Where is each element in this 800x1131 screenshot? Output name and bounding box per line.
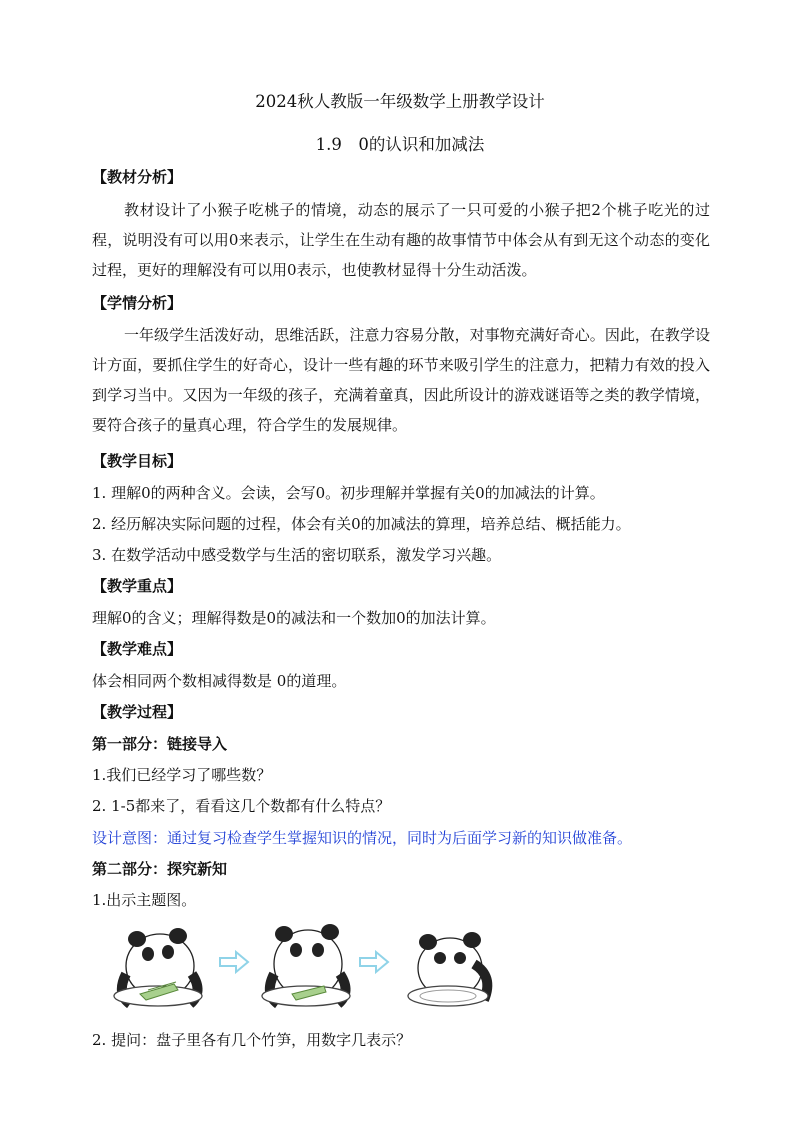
panda-with-one-bamboo-icon [262, 924, 350, 1006]
part-2-item-1: 1.出示主题图。 [92, 891, 197, 909]
key-points-text: 理解0的含义；理解得数是0的减法和一个数加0的加法计算。 [92, 609, 496, 627]
document-title: 2024秋人教版一年级数学上册教学设计 [255, 92, 545, 111]
document-subtitle: 1.9 0的认识和加减法 [315, 135, 485, 154]
section-heading-goals: 【教学目标】 [92, 452, 183, 470]
students-paragraph: 一年级学生活泼好动，思维活跃，注意力容易分散，对事物充满好奇心。因此，在教学设计方面，要抓住学生的好奇心，设计一些有趣的环节来吸引学生的注意力，把精力有效的投入到学习当中。又因为一年级的孩子，充满着童真，因此所设计的游戏谜语等之类的教学情境，要符合孩子的量真心理，符合学生的发展规律。 [92, 326, 710, 434]
arrow-right-icon [360, 952, 388, 972]
analysis-paragraph: 教材设计了小猴子吃桃子的情境，动态的展示了一只可爱的小猴子把2个桃子吃光的过程，说明没有可以用0来表示，让学生在生动有趣的故事情节中体会从有到无这个动态的变化过程，更好的理解没有可以用0表示，也使教材显得十分生动活泼。 [92, 201, 710, 279]
goal-item-1: 1. 理解0的两种含义。会读，会写0。初步理解并掌握有关0的加减法的计算。 [92, 484, 605, 502]
panda-theme-illustration [112, 914, 512, 1014]
section-heading-difficulties: 【教学难点】 [92, 640, 183, 658]
panda-with-empty-plate-icon [408, 932, 488, 1006]
panda-with-two-bamboo-icon [114, 928, 202, 1006]
arrow-right-icon [220, 952, 248, 972]
section-heading-students: 【学情分析】 [92, 294, 183, 312]
part-2-item-2: 2. 提问：盘子里各有几个竹笋，用数字几表示？ [92, 1031, 412, 1049]
difficulties-text: 体会相同两个数相减得数是 0的道理。 [92, 672, 347, 690]
part-1-heading: 第一部分：链接导入 [92, 735, 228, 753]
goal-item-2: 2. 经历解决实际问题的过程，体会有关0的加减法的算理，培养总结、概括能力。 [92, 515, 631, 533]
goal-item-3: 3. 在数学活动中感受数学与生活的密切联系，激发学习兴趣。 [92, 546, 502, 564]
section-heading-key-points: 【教学重点】 [92, 577, 183, 595]
section-heading-analysis: 【教材分析】 [92, 168, 183, 186]
section-heading-process: 【教学过程】 [92, 703, 183, 721]
part-2-heading: 第二部分：探究新知 [92, 860, 228, 878]
part-1-question-1: 1.我们已经学习了哪些数？ [92, 766, 272, 784]
part-1-question-2: 2. 1-5都来了，看看这几个数都有什么特点？ [92, 797, 391, 815]
design-intent-note: 设计意图：通过复习检查学生掌握知识的情况，同时为后面学习新的知识做准备。 [92, 829, 633, 847]
